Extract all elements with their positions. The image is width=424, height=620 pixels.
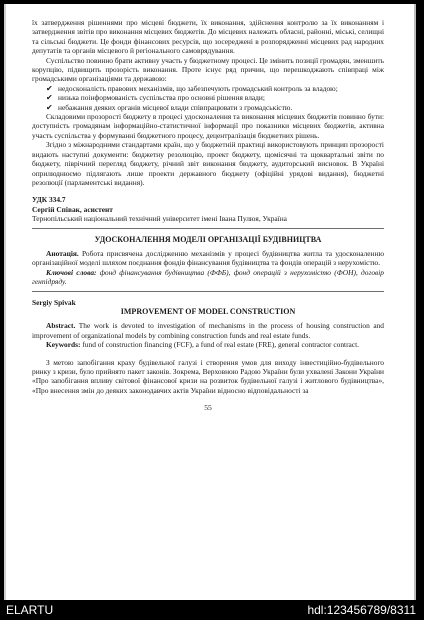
list-item-text: низька поінформованість суспільства про основні рішення влади;	[58, 93, 265, 103]
divider	[32, 291, 384, 292]
paragraph: їх затвердження рішеннями про місцеві бюджети, їх виконання, здійснення контролю за їх виконанням і затвердження звітів про виконання місцевих бюджетів. До місцевих належать обласні, районні, міські, селищні та сільські бюджети. Це фонди фінансових ресурсів, що зосереджені в розпорядженні місцевих рад народних депутатів та органів місцевого й регіонального самоврядування.	[32, 18, 384, 56]
udk-code: УДК 334.7	[32, 195, 66, 205]
footer-handle-link[interactable]: hdl:123456789/8311	[307, 603, 416, 617]
page-number: 55	[204, 403, 212, 413]
list-item	[32, 84, 384, 93]
list-item	[32, 93, 384, 102]
list-item	[32, 103, 384, 112]
document-page	[4, 4, 416, 600]
paragraph: Складовими прозорості бюджету в процесі удосконалення та виконання місцевих бюджетів повинно бути: доступність громадянам інформаційно-статистичної інформації про показники місцевих бюджетів, активна участь суспільства у формуванні бюджетного процесу, децентралізація бюджетних рішень.	[32, 112, 384, 140]
abstract-en-label: Abstract.	[46, 321, 76, 331]
keywords-ua-label: Ключові слова:	[46, 267, 97, 277]
keywords-en	[32, 340, 384, 349]
abstract-en-text: The work is devoted to investigation of mechanisms in the process of housing construction and improvement of organizational models by combining construction funds and real estate funds.	[32, 321, 384, 340]
keywords-ua	[32, 268, 384, 287]
abstract-ua-text: Робота присвячена дослідженню механізмів у процесі будівництва житла та удосконаленню організаційної моделі шляхом поєднання фондів фінансування будівництва та фондів операцій з нерухомістю.	[32, 248, 384, 268]
paragraph: З метою запобігання краху будівельної галузі і створення умов для виходу інвестиційно-будівельного ринку з кризи, було прийнято пакет законів. Зокрема, Верховною Радою України були ухвалені Закони України «Про запобігання впливу світової фінансової кризи на розвиток будівельної галузі і житлового будівництва», «Про внесення змін до деяких законодавчих актів України відносно відповідальності за	[32, 357, 384, 395]
divider	[32, 228, 384, 229]
author-en: Sergiy Spivak	[32, 297, 76, 307]
check-mark-icon: ✔	[46, 93, 53, 103]
paragraph: Суспільство повинно брати активну участь у бюджетному процесі. Це змінить позиції громадян, зменшить корупцію, підвищить прозорість виконання. Проте існує ряд причин, що перешкоджають співпраці між громадськими організаціями та державою:	[32, 55, 384, 84]
page-content	[32, 18, 384, 413]
author-ua: Сергій Співак, асистент	[32, 204, 113, 214]
list-item-text: небажання деяких органів місцевої влади співпрацювати з громадськістю.	[58, 102, 293, 112]
list-item-text: недосконалість правових механізмів, що забезпечують громадський контроль за владою;	[58, 83, 338, 93]
paragraph: Згідно з міжнародними стандартами країн, що у бюджетній практиці використовують принцип прозорості видають наступні документи: бюджетну резолюцію, проект бюджету, щомісячні та щоквартальні звіти по бюджету, піврічний перегляд бюджету, річний звіт виконання бюджету, аудиторський висновок. В Україні оприлюднюємо підлягають лише проекти державного бюджету (офіційні урядові видання), бюджетні резолюції (парламентські видання).	[32, 140, 384, 187]
abstract-ua	[32, 249, 384, 268]
article-title-ua: УДОСКОНАЛЕННЯ МОДЕЛІ ОРГАНІЗАЦІЇ БУДІВНИЦТВА	[94, 234, 322, 244]
keywords-en-label: Keywords:	[46, 340, 81, 350]
footer-bar	[0, 600, 424, 620]
footer-left-label: ELARTU	[6, 603, 54, 617]
article-title-en: IMPROVEMENT OF MODEL CONSTRUCTION	[120, 306, 296, 316]
keywords-en-text: fund of construction financing (FCF), a fund of real estate (FRE), general contractor contract.	[80, 340, 359, 350]
abstract-ua-label: Анотація.	[46, 248, 79, 258]
check-mark-icon: ✔	[46, 83, 53, 93]
check-mark-icon: ✔	[46, 102, 53, 112]
abstract-en	[32, 321, 384, 340]
keywords-ua-text: фонд фінансування будівництва (ФФБ), фонд операцій з нерухомістю (ФОН), договір генпідряду.	[32, 267, 384, 287]
affiliation: Тернопільський національний технічний університет імені Івана Пулюя, Україна	[32, 214, 287, 224]
